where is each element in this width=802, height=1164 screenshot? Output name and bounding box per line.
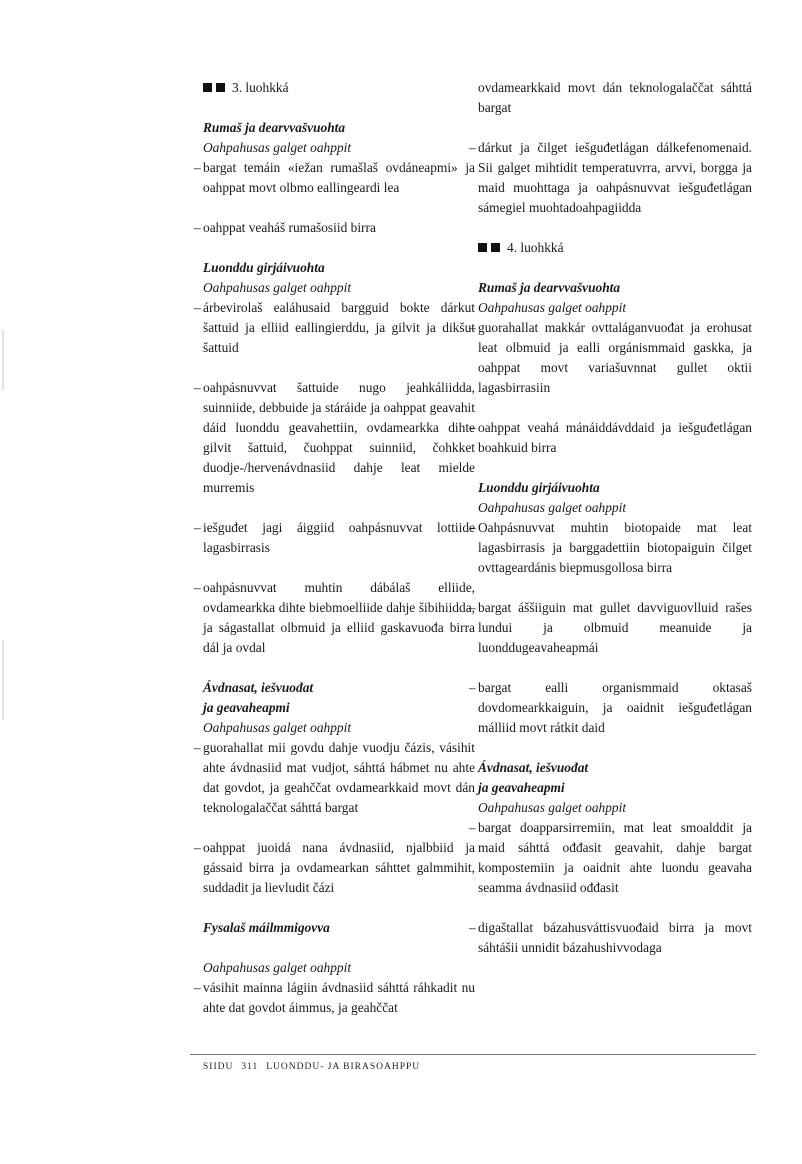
subsection-heading: Luonddu girjáivuohta: [203, 260, 325, 275]
spacer: [478, 898, 752, 918]
subsection-heading: Rumaš ja dearvvašvuohta: [478, 280, 621, 295]
intro-line: Oahpahusas galget oahppit: [478, 300, 627, 315]
scan-edge-mark: [2, 640, 4, 720]
list-item: – oahppat juoidá nana ávdnasiid, njalbbiid ja gássaid birra ja ovdamearkan sáhttet galmmihit, suddadit ja lievludit čázi: [203, 838, 475, 898]
spacer: [203, 898, 475, 918]
spacer: [203, 358, 475, 378]
spacer: [203, 198, 475, 218]
subsection-heading: Ávdnasat, iešvuođat: [478, 760, 589, 775]
subsection-heading: Fysalaš máilmmigovva: [203, 920, 330, 935]
list-item: – vásihit mainna lágiin ávdnasiid sáhttá ráhkadit nu ahte dat govdot áimmus, ja geahččat: [203, 978, 475, 1018]
right-blocks: [478, 258, 752, 958]
list-item: – árbevirolaš ealáhusaid bargguid bokte dárkut šattuid ja elliid eallingierddu, ja gilvit ja dikšut šattuid: [203, 298, 475, 358]
subsection-heading: Ávdnasat, iešvuođat: [203, 680, 314, 695]
list-item: – bargat ealli organismmaid oktasaš dovdomearkkaiguin, ja oaidnit iešguđetlágan málliid movt rátkit daid: [478, 678, 752, 738]
spacer: [203, 658, 475, 678]
right-column: [478, 78, 752, 958]
list-item: – dárkut ja čilget iešguđetlágan dálkefenomenaid. Sii galget mihtidit temperatuvrra, arvvi, borgga ja maid muohttaga ja oahpásnuvvat iešguđetlágan sámegiel muohtadoahpagiidda: [478, 138, 752, 218]
left-blocks: [203, 118, 475, 1018]
intro-line: Oahpahusas galget oahppit: [478, 800, 627, 815]
subsection-heading: ja geavaheapmi: [478, 780, 565, 795]
list-item: – bargat doapparsirremiin, mat leat smoalddit ja maid sáhttá ođđasit geavahit, dahje bargat kompostemiin ja oaidnit ahte luondu geavaha seamma ávdnasiid ođđasit: [478, 818, 752, 898]
subsection-heading: Rumaš ja dearvvašvuohta: [203, 120, 346, 135]
footer-page-number: 311: [241, 1062, 259, 1072]
list-item: – guorahallat mii govdu dahje vuodju čázis, vásihit ahte ávdnasiid mat vudjot, sáhttá hábmet nu ahte dat govdot, ja geahččat ovdamearkkaid movt dán teknologalaččat sáhttá bargat: [203, 738, 475, 818]
list-item: – bargat áššiiguin mat gullet davviguovlluid rašes lundui ja olbmuid meanuide ja luonddugeavaheapmái: [478, 598, 752, 658]
intro-line: Oahpahusas galget oahppit: [203, 720, 352, 735]
spacer: [478, 738, 752, 758]
intro-line: Oahpahusas galget oahppit: [203, 140, 352, 155]
list-item: – Oahpásnuvvat muhtin biotopaide mat leat lagasbirrasis ja barggadettiin biotopaiguin čilget ovttageardánis biepmusgollosa birra: [478, 518, 752, 578]
spacer: [478, 218, 752, 238]
footer-subject: LUONDDU- JA BIRASOAHPPU: [266, 1062, 421, 1072]
subsection-heading: Luonddu girjáivuohta: [478, 480, 600, 495]
list-item: – iešguđet jagi áiggiid oahpásnuvvat lottiide lagasbirrasis: [203, 518, 475, 558]
list-item: – guorahallat makkár ovttaláganvuođat ja erohusat leat olbmuid ja ealli orgánismmaid gaskka, ja oahppat movt variašuvnnat gullet oktii lagasbirrasiin: [478, 318, 752, 398]
spacer: [478, 118, 752, 138]
square-bullet-icon: [216, 83, 225, 92]
section-title: 4. luohkká: [507, 240, 564, 255]
footer-page-label: SIIDU: [203, 1062, 234, 1072]
scan-edge-mark: [2, 330, 4, 390]
square-bullet-icon: [478, 243, 487, 252]
section-heading: [478, 238, 752, 258]
square-bullet-icon: [491, 243, 500, 252]
page-footer: [203, 1062, 428, 1072]
spacer: [203, 558, 475, 578]
list-item: – oahpásnuvvat muhtin dábálaš elliide, ovdamearkka dihte biebmoelliide dahje šibihiidda, ja ságastallat olbmuid ja elliid gaskavuođa birra dál ja ovdal: [203, 578, 475, 658]
spacer: [478, 658, 752, 678]
list-item: – oahpásnuvvat šattuide nugo jeahkáliidda, suinniide, debbuide ja stáráide ja oahppat geavahit dáid luonddu geavahettiin, ovdamearkka dihte gilvit šattuid, čuohppat suinniid, čohkket duodje-/hervenávdnasiid dahje leat mielde murremis: [203, 378, 475, 498]
spacer: [203, 238, 475, 258]
list-item: – oahppat veaháš rumašosiid birra: [203, 218, 475, 238]
subsection-heading: ja geavaheapmi: [203, 700, 290, 715]
footer-rule: [190, 1054, 756, 1055]
list-item: – bargat temáin «iežan rumašlaš ovdáneapmi» ja oahppat movt olbmo eallingeardi lea: [203, 158, 475, 198]
square-bullet-icon: [203, 83, 212, 92]
spacer: [203, 98, 475, 118]
spacer: [478, 398, 752, 418]
section-title: 3. luohkká: [232, 80, 289, 95]
intro-line: Oahpahusas galget oahppit: [203, 280, 352, 295]
spacer: [478, 258, 752, 278]
section-heading: [203, 78, 475, 98]
intro-line: Oahpahusas galget oahppit: [478, 500, 627, 515]
intro-line: Oahpahusas galget oahppit: [203, 960, 352, 975]
spacer: [478, 578, 752, 598]
spacer: [203, 498, 475, 518]
spacer: [203, 938, 475, 958]
list-item: – digaštallat bázahusváttisvuođaid birra ja movt sáhtášii unnidit bázahushivvodaga: [478, 918, 752, 958]
spacer: [478, 458, 752, 478]
spacer: [203, 818, 475, 838]
continued-text: ovdamearkkaid movt dán teknologalaččat sáhttá bargat: [478, 80, 752, 115]
right-blocks-before: [478, 118, 752, 238]
left-column: [203, 78, 475, 1018]
list-item: – oahppat veahá mánáiddávddaid ja iešguđetlágan boahkuid birra: [478, 418, 752, 458]
